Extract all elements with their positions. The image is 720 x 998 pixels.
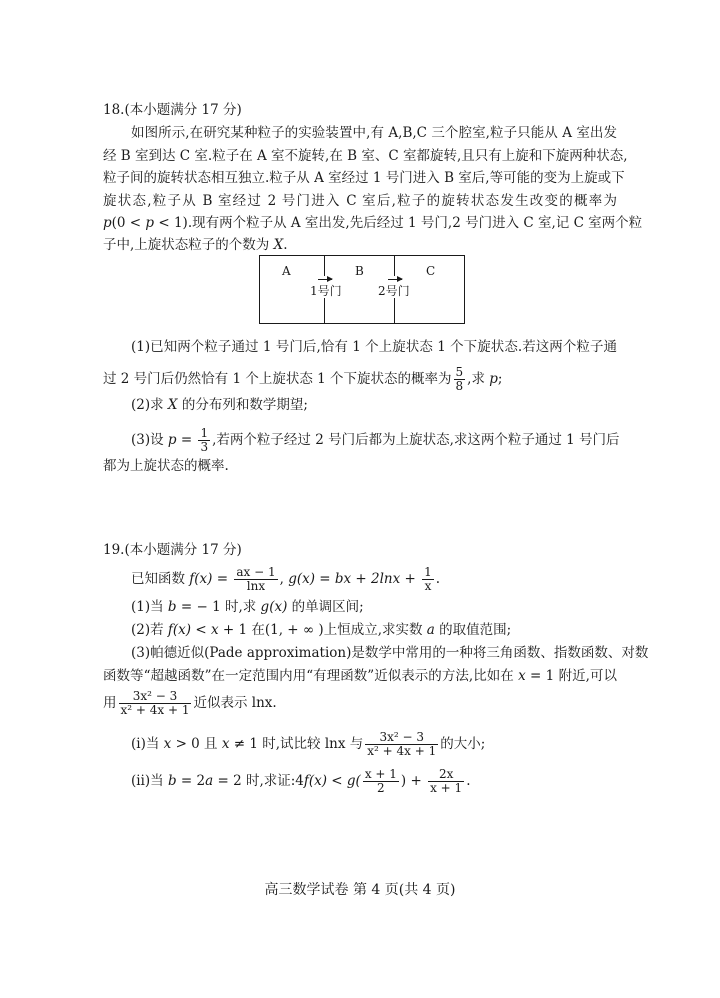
fraction: $\frac{1}{3}$ [200,426,209,454]
gate1-arrow-icon [318,279,332,280]
fraction: $\frac{2x}{x + 1}$ [430,767,463,795]
page-footer: 高三数学试卷 第 4 页(共 4 页) [264,882,456,898]
q19-sub3-line: (3)帕德近似(Pade approximation)是数学中常用的一种将三角函数、指数函数、对数 [131,645,649,661]
gate2-arrow-icon [388,279,402,280]
chamber-c-label: C [426,264,436,278]
q18-sub1-line: (1)已知两个粒子通过 1 号门后,恰有 1 个上旋状态 1 个下旋状态.若这两个粒子通 [131,339,617,355]
chamber-diagram [259,255,465,324]
q18-text-line: 子中,上旋状态粒子的个数为 X. [103,237,288,253]
q19-heading: 19.(本小题满分 17 分) [103,542,242,558]
gate1-wall-top [324,256,325,276]
q18-text-line: p(0 < p < 1).现有两个粒子从 A 室出发,先后经过 1 号门,2 号门进入 C 室,记 C 室两个粒 [103,215,643,231]
chamber-b-label: B [355,264,364,278]
q18-sub1-line: 过 2 号门后仍然恰有 1 个上旋状态 1 个下旋状态的概率为 $\frac{5}{8}$ ,求 p; [103,365,503,393]
q19-given: 已知函数 f(x) = $\frac{ax - 1}{\ln x}$ , g(x) = bx + 2lnx + $\frac{1}{x}$ . [131,565,441,593]
q19-sub3-ii: (ⅱ)当 b = 2a = 2 时,求证:4f(x) < g( $\frac{x + 1}{2}$ ) + $\frac{2x}{x + 1}$ . [131,767,471,795]
q18-text-line: 粒子间的旋转状态相互独立.粒子从 A 室经过 1 号门进入 B 室后,等可能的变为上旋或下 [103,170,625,186]
q18-sub3-line2: 都为上旋状态的概率. [103,458,229,474]
q18-text-line: 如图所示,在研究某种粒子的实验装置中,有 A,B,C 三个腔室,粒子只能从 A 室出发 [131,125,617,141]
fraction: $\frac{5}{8}$ [455,365,464,393]
q19-sub3-i: (ⅰ)当 x > 0 且 x ≠ 1 时,试比较 lnx 与 $\frac{\text{3x² − 3}}{\text{x² + 4x + 1}}$ 的大小; [131,730,486,758]
q18-text-line: 旋状态,粒子从 B 室经过 2 号门进入 C 室后,粒子的旋转状态发生改变的概率为 [103,193,617,209]
gate2-label: 2号门 [378,284,410,298]
q19-sub3-line: 用 $\frac{\text{3x² − 3}}{\text{x² + 4x + 1}}$ 近似表示 lnx. [103,689,277,717]
q18-sub2: (2)求 X 的分布列和数学期望; [131,397,308,413]
fraction: $\frac{1}{x}$ [424,565,432,593]
fraction: $\frac{\text{3x² − 3}}{\text{x² + 4x + 1}}$ [120,689,190,717]
q18-sub3: (3)设 p = $\frac{1}{3}$ ,若两个粒子经过 2 号门后都为上旋状态,求这两个粒子通过 1 号门后 [131,426,620,454]
gate2-wall-bottom [394,298,395,324]
gate1-label: 1号门 [310,284,342,298]
fraction: $\frac{\text{3x² − 3}}{\text{x² + 4x + 1}}$ [367,730,437,758]
gate1-wall-bottom [324,298,325,324]
q19-sub3-line: 函数等“超越函数”在一定范围内用“有理函数”近似表示的方法,比如在 x = 1 附近,可以 [103,668,617,684]
q19-sub2: (2)若 f(x) < x + 1 在(1, + ∞ )上恒成立,求实数 a 的取值范围; [131,622,512,638]
q19-sub1: (1)当 b = − 1 时,求 g(x) 的单调区间; [131,599,364,615]
chamber-a-label: A [282,264,291,278]
fraction: $\frac{ax - 1}{\ln x}$ [236,565,276,593]
gate2-wall-top [394,256,395,276]
q18-text-line: 经 B 室到达 C 室.粒子在 A 室不旋转,在 B 室、C 室都旋转,且只有上旋和下旋两种状态, [103,148,628,164]
q18-heading: 18.(本小题满分 17 分) [103,102,242,118]
fraction: $\frac{x + 1}{2}$ [364,767,397,795]
